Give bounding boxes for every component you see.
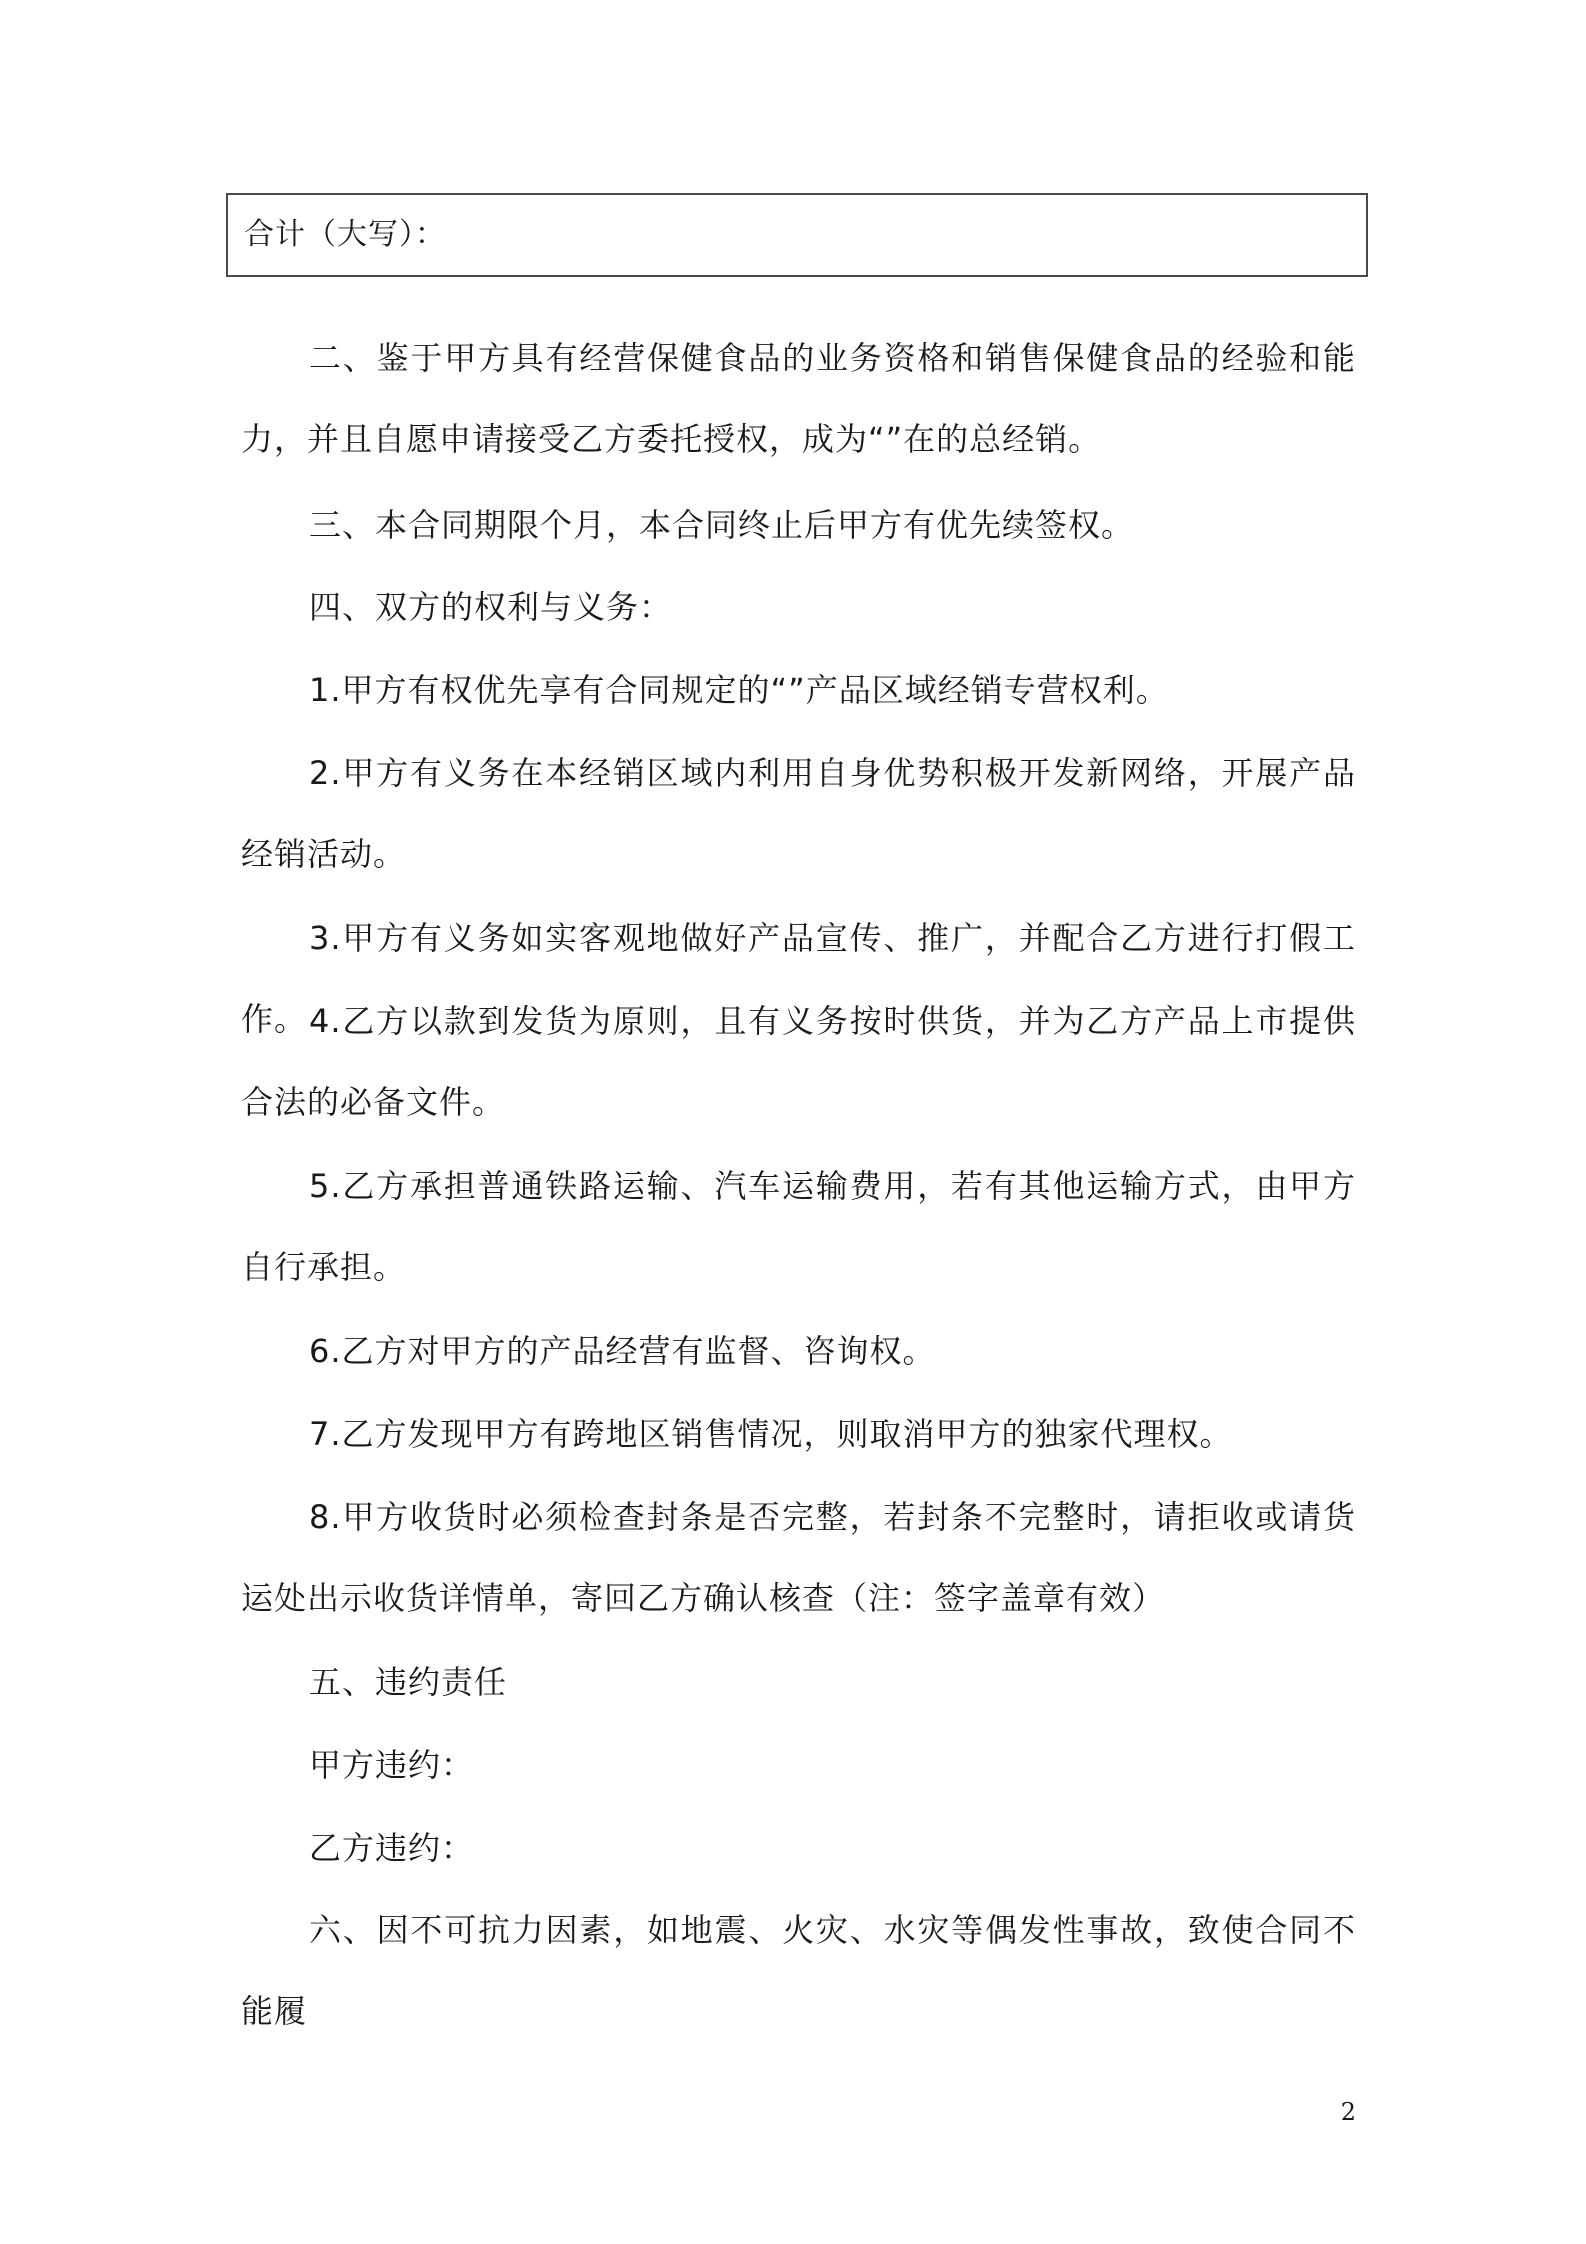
clause-4-item-3: 3.甲方有义务如实客观地做好产品宣传、推广，并配合乙方进行打假工作。 <box>241 919 1356 1038</box>
clause-4-item-2: 2.甲方有义务在本经销区域内利用自身优势积极开发新网络，开展产品经销活动。 <box>241 754 1356 873</box>
party-a-breach: 甲方违约： <box>309 1746 475 1784</box>
clause-4-item-4: 4.乙方以款到发货为原则，且有义务按时供货，并为乙方产品上市提供合法的必备文件。 <box>241 1002 1356 1121</box>
total-amount-label: 合计（大写）： <box>244 217 446 252</box>
page-number: 2 <box>1340 2098 1356 2126</box>
clause-4-item-7: 7.乙方发现甲方有跨地区销售情况，则取消甲方的独家代理权。 <box>309 1415 1233 1453</box>
clause-4-item-6: 6.乙方对甲方的产品经营有监督、咨询权。 <box>309 1332 936 1370</box>
clause-6-paragraph: 六、因不可抗力因素，如地震、火灾、水灾等偶发性事故，致使合同不能履 <box>241 1911 1356 2030</box>
party-b-breach: 乙方违约： <box>309 1829 475 1867</box>
clause-3-paragraph: 三、本合同期限个月，本合同终止后甲方有优先续签权。 <box>309 506 1135 544</box>
clause-2-paragraph: 二、鉴于甲方具有经营保健食品的业务资格和销售保健食品的经验和能力，并且自愿申请接受乙方委托授权，成为“”在的总经销。 <box>241 339 1356 458</box>
clause-4-item-5: 5.乙方承担普通铁路运输、汽车运输费用，若有其他运输方式，由甲方自行承担。 <box>241 1167 1356 1286</box>
clause-4-item-1: 1.甲方有权优先享有合同规定的“”产品区域经销专营权利。 <box>309 671 1169 709</box>
clause-5-heading: 五、违约责任 <box>309 1663 508 1701</box>
clause-4-heading: 四、双方的权利与义务： <box>309 588 673 626</box>
total-amount-table <box>226 193 1368 277</box>
clause-4-item-8: 8.甲方收货时必须检查封条是否完整，若封条不完整时，请拒收或请货运处出示收货详情单，寄回乙方确认核查（注：签字盖章有效） <box>241 1498 1356 1617</box>
